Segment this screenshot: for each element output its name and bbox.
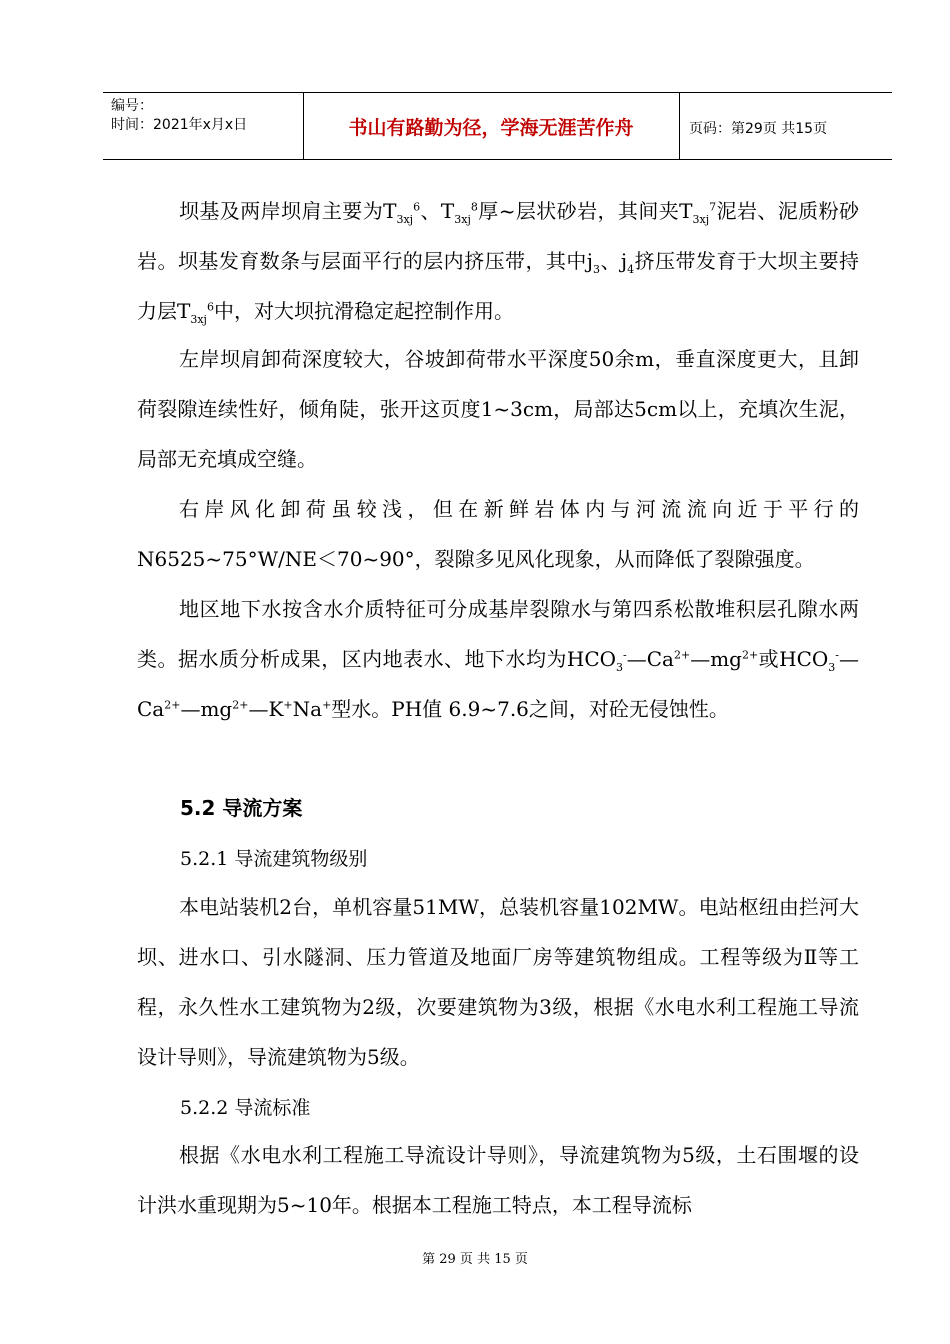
paragraph-diversion-standard: 根据《水电水利工程施工导流设计导则》，导流建筑物为5级，土石围堰的设计洪水重现期为5~10年。根据本工程施工特点，本工程导流标 xyxy=(137,1143,859,1217)
subsection-heading-5-2-2: 5.2.2 导流标准 xyxy=(180,1097,311,1119)
paragraph-groundwater: 地区地下水按含水介质特征可分成基岸裂隙水与第四系松散堆积层孔隙水两类。据水质分析成果，区内地表水、地下水均为$HCO_3^-—Ca^{2+}—mg^{2+}$或$HCO_3^-—Ca^{2+}—mg^{2+}—K^+Na^+$型水。PH值 6.9~7.6之间，对砼无侵蚀性。 xyxy=(137,597,860,721)
paragraph-structure-grade: 本电站装机2台，单机容量51MW，总装机容量102MW。电站枢纽由拦河大坝、进水口、引水隧洞、压力管道及地面厂房等建筑物组成。工程等级为Ⅱ等工程，永久性水工建筑物为2级，次要建筑物为3级，根据《水电水利工程施工导流设计导则》，导流建筑物为5级。 xyxy=(137,895,859,1069)
time-label: 时间：2021年x月x日 xyxy=(111,117,248,133)
header-meta xyxy=(111,97,247,135)
subsection-heading-5-2-1: 5.2.1 导流建筑物级别 xyxy=(180,848,368,870)
paragraph-right-bank: 右岸风化卸荷虽较浅，但在新鲜岩体内与河流流向近于平行的N6525~75°W/NE＜70~90°，裂隙多见风化现象，从而降低了裂隙强度。 xyxy=(137,497,859,571)
section-heading-5-2: 5.2 导流方案 xyxy=(180,796,303,820)
number-label: 编号： xyxy=(111,98,153,114)
header-divider xyxy=(679,93,680,159)
paragraph-left-bank: 左岸坝肩卸荷深度较大，谷坡卸荷带水平深度50余m，垂直深度更大，且卸荷裂隙连续性好，倾角陡，张开这页度1~3cm，局部达5cm以上，充填次生泥，局部无充填成空缝。 xyxy=(137,347,859,471)
paragraph-dam-foundation: 坝基及两岸坝肩主要为$T_{3xj}^6$、$T_{3xj}^8$厚~层状砂岩，其间夹$T_{3xj}^7$泥岩、泥质粉砂岩。坝基发育数条与层面平行的层内挤压带，其中$j_3$、$j_4$挤压带发育于大坝主要持力层$T_{3xj}^6$中，对大坝抗滑稳定起控制作用。 xyxy=(137,199,860,326)
header-table xyxy=(103,92,892,160)
header-motto: 书山有路勤为径，学海无涯苦作舟 xyxy=(348,116,634,139)
header-page-info: 页码：第29页 共15页 xyxy=(689,121,828,137)
page-footer: 第 29 页 共 15 页 xyxy=(422,1252,528,1267)
